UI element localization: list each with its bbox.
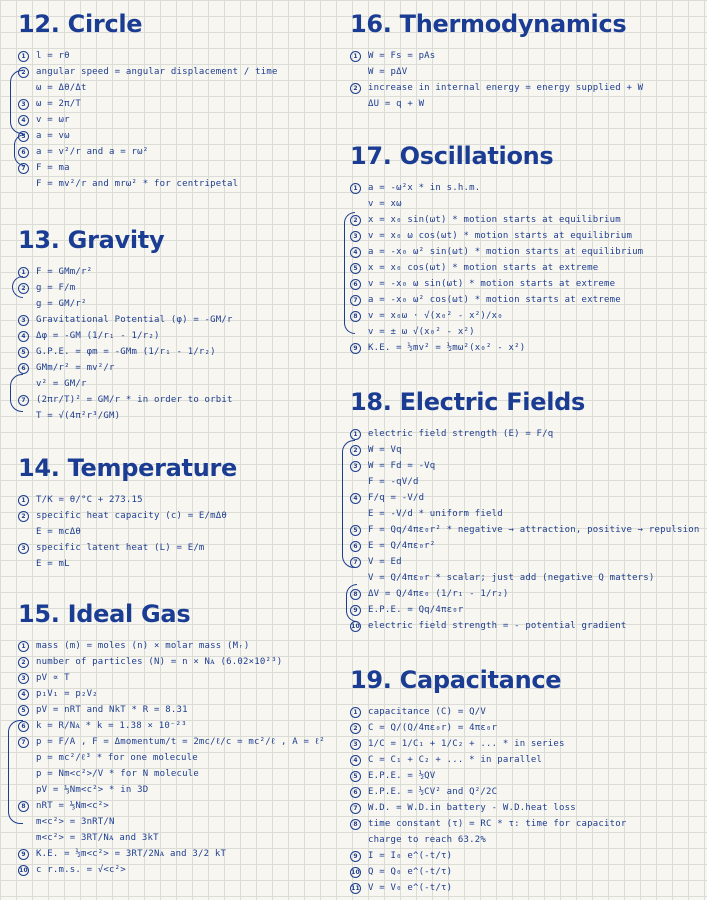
- derivation-arrow: [14, 134, 25, 166]
- formula-text: v = -x₀ ω sin(ωt) * motion starts at extreme: [368, 279, 616, 289]
- formula-line: [350, 704, 626, 720]
- formula-line: [18, 686, 325, 702]
- item-number-badge: 11: [351, 885, 360, 892]
- item-number-badge: 2: [350, 723, 361, 734]
- item-number-badge: 3: [18, 315, 29, 326]
- item-number-badge: 2: [18, 657, 29, 668]
- formula-text: g = GM/r²: [36, 299, 87, 309]
- item-number-badge: 9: [350, 851, 361, 862]
- formula-line: [18, 508, 237, 524]
- formula-line: [350, 586, 700, 602]
- formula-text: p₁V₁ = p₂V₂: [36, 689, 98, 699]
- formula-line: [350, 324, 643, 340]
- item-number-badge: 7: [18, 163, 29, 174]
- formula-line: [18, 344, 233, 360]
- formula-text: 1/C = 1/C₁ + 1/C₂ + ... * in series: [368, 739, 565, 749]
- formula-text: pV = ⅓Nm<c²> * in 3D: [36, 785, 149, 795]
- item-number-badge: 2: [18, 511, 29, 522]
- section-capacitance: [350, 666, 626, 896]
- formula-line: [350, 768, 626, 784]
- item-number-badge: 8: [350, 311, 361, 322]
- formula-line: [18, 654, 325, 670]
- formula-text: angular speed = angular displacement / time: [36, 67, 278, 77]
- item-number-badge: 3: [350, 231, 361, 242]
- formula-text: C = Q/(Q/4πε₀r) = 4πε₀r: [368, 723, 498, 733]
- formula-text: E.P.E. = Qq/4πε₀r: [368, 605, 464, 615]
- item-number-badge: 9: [350, 343, 361, 354]
- formula-line: [18, 766, 325, 782]
- formula-text: K.E. = ½mv² = ½mω²(x₀² - x²): [368, 343, 526, 353]
- formula-line: [350, 570, 700, 586]
- item-number-badge: 1: [18, 267, 29, 278]
- derivation-arrow: [346, 584, 357, 622]
- item-number-badge: 5: [18, 131, 29, 142]
- formula-list: [350, 48, 643, 112]
- formula-line: [18, 160, 278, 176]
- item-number-badge: 8: [18, 801, 29, 812]
- formula-line: [18, 376, 233, 392]
- formula-line: [18, 144, 278, 160]
- formula-line: [350, 276, 643, 292]
- item-number-badge: 2: [350, 445, 361, 456]
- formula-line: [350, 308, 643, 324]
- formula-text: V = V₀ e^(-t/τ): [368, 883, 453, 893]
- formula-text: E.P.E. = ½QV: [368, 771, 436, 781]
- formula-line: [18, 80, 278, 96]
- item-number-badge: 9: [18, 849, 29, 860]
- item-number-badge: 4: [350, 247, 361, 258]
- formula-line: [18, 64, 278, 80]
- item-number-badge: 5: [18, 705, 29, 716]
- formula-text: I = I₀ e^(-t/τ): [368, 851, 453, 861]
- item-number-badge: 2: [350, 83, 361, 94]
- formula-line: [350, 752, 626, 768]
- formula-text: p = F/A , F = Δmomentum/t = 2mc/ℓ/c = mc²/ℓ , A = ℓ²: [36, 737, 325, 747]
- formula-line: [18, 492, 237, 508]
- item-number-badge: 3: [18, 673, 29, 684]
- formula-text: G.P.E. = φm = -GMm (1/r₁ - 1/r₂): [36, 347, 216, 357]
- formula-text: C = C₁ + C₂ + ... * in parallel: [368, 755, 543, 765]
- formula-text: a = -x₀ ω² sin(ωt) * motion starts at equilibrium: [368, 247, 644, 257]
- formula-text: T = √(4π²r³/GM): [36, 411, 121, 421]
- item-number-badge: 4: [18, 689, 29, 700]
- formula-line: [350, 602, 700, 618]
- formula-text: number of particles (N) = n × Nᴀ (6.02×10²³): [36, 657, 283, 667]
- formula-text: capacitance (C) = Q/V: [368, 707, 486, 717]
- formula-line: [350, 180, 643, 196]
- item-number-badge: 3: [18, 543, 29, 554]
- derivation-arrow: [12, 276, 23, 298]
- formula-line: [350, 474, 700, 490]
- formula-text: c r.m.s. = √<c²>: [36, 865, 126, 875]
- section-oscillations: [350, 142, 643, 356]
- formula-line: [350, 784, 626, 800]
- formula-text: p = mc²/ℓ³ * for one molecule: [36, 753, 198, 763]
- formula-line: [18, 798, 325, 814]
- derivation-arrow: [344, 212, 355, 334]
- formula-line: [350, 244, 643, 260]
- formula-text: a = vω: [36, 131, 70, 141]
- formula-text: F = mv²/r and mrω² * for centripetal: [36, 179, 239, 189]
- formula-text: V = Ed: [368, 557, 402, 567]
- item-number-badge: 5: [350, 263, 361, 274]
- item-number-badge: 7: [350, 295, 361, 306]
- formula-line: [18, 814, 325, 830]
- formula-list: [350, 426, 700, 634]
- section-gravity: [18, 226, 233, 424]
- formula-text: E = mL: [36, 559, 70, 569]
- formula-text: F = Qq/4πε₀r² * negative → attraction, positive → repulsion: [368, 525, 700, 535]
- item-number-badge: 1: [18, 495, 29, 506]
- item-number-badge: 7: [350, 803, 361, 814]
- formula-line: [18, 702, 325, 718]
- formula-line: [18, 112, 278, 128]
- section-ideal-gas: [18, 600, 325, 878]
- item-number-badge: 2: [350, 215, 361, 226]
- formula-line: [350, 816, 626, 832]
- formula-text: E = -V/d * uniform field: [368, 509, 503, 519]
- section-title: 15. Ideal Gas: [18, 600, 191, 628]
- formula-text: W.D. = W.D.in battery - W.D.heat loss: [368, 803, 576, 813]
- formula-text: charge to reach 63.2%: [368, 835, 486, 845]
- formula-line: [350, 522, 700, 538]
- item-number-badge: 1: [18, 51, 29, 62]
- formula-text: p = Nm<c²>/V * for N molecule: [36, 769, 199, 779]
- formula-line: [350, 96, 643, 112]
- item-number-badge: 3: [350, 739, 361, 750]
- formula-line: [18, 264, 233, 280]
- section-title: 18. Electric Fields: [350, 388, 586, 416]
- formula-line: [18, 524, 237, 540]
- formula-text: W = pΔV: [368, 67, 408, 77]
- formula-text: Gravitational Potential (φ) = -GM/r: [36, 315, 233, 325]
- formula-line: [18, 296, 233, 312]
- formula-line: [18, 128, 278, 144]
- formula-line: [350, 442, 700, 458]
- formula-text: specific heat capacity (c) = E/mΔθ: [36, 511, 228, 521]
- formula-text: m<c²> = 3RT/Nᴀ and 3kT: [36, 833, 159, 843]
- formula-line: [350, 80, 643, 96]
- item-number-badge: 7: [18, 395, 29, 406]
- item-number-badge: 1: [350, 51, 361, 62]
- formula-text: increase in internal energy = energy supplied + W: [368, 83, 644, 93]
- formula-line: [18, 280, 233, 296]
- formula-list: [18, 492, 237, 572]
- formula-line: [350, 864, 626, 880]
- formula-line: [350, 800, 626, 816]
- formula-line: [18, 556, 237, 572]
- formula-text: time constant (τ) = RC * τ: time for capacitor: [368, 819, 627, 829]
- formula-text: Q = Q₀ e^(-t/τ): [368, 867, 453, 877]
- formula-text: electric field strength (E) = F/q: [368, 429, 554, 439]
- formula-text: T/K = θ/°C + 273.15: [36, 495, 143, 505]
- formula-line: [350, 832, 626, 848]
- item-number-badge: 10: [19, 867, 28, 874]
- item-number-badge: 3: [350, 461, 361, 472]
- formula-list: [18, 48, 278, 192]
- derivation-arrow: [10, 70, 23, 134]
- formula-text: ω = Δθ/Δt: [36, 83, 87, 93]
- formula-line: [18, 638, 325, 654]
- formula-text: ΔV = Q/4πε₀ (1/r₁ - 1/r₂): [368, 589, 509, 599]
- formula-text: a = v²/r and a = rω²: [36, 147, 149, 157]
- formula-text: m<c²> = 3nRT/N: [36, 817, 115, 827]
- formula-text: F/q = -V/d: [368, 493, 425, 503]
- formula-text: Δφ = -GM (1/r₁ - 1/r₂): [36, 331, 160, 341]
- formula-line: [18, 48, 278, 64]
- formula-line: [18, 408, 233, 424]
- formula-line: [350, 538, 700, 554]
- formula-text: x = x₀ sin(ωt) * motion starts at equilibrium: [368, 215, 621, 225]
- item-number-badge: 6: [350, 279, 361, 290]
- formula-text: nRT = ⅓Nm<c²>: [36, 801, 110, 811]
- formula-line: [18, 176, 278, 192]
- item-number-badge: 2: [18, 67, 29, 78]
- item-number-badge: 4: [350, 493, 361, 504]
- formula-line: [18, 392, 233, 408]
- formula-line: [350, 64, 643, 80]
- formula-text: F = ma: [36, 163, 70, 173]
- item-number-badge: 6: [18, 721, 29, 732]
- item-number-badge: 4: [18, 331, 29, 342]
- formula-line: [18, 312, 233, 328]
- formula-line: [350, 490, 700, 506]
- formula-text: F = -qV/d: [368, 477, 419, 487]
- formula-line: [18, 540, 237, 556]
- section-thermodynamics: [350, 10, 643, 112]
- item-number-badge: 8: [350, 589, 361, 600]
- formula-line: [350, 196, 643, 212]
- formula-line: [18, 782, 325, 798]
- item-number-badge: 6: [18, 363, 29, 374]
- item-number-badge: 10: [351, 623, 360, 630]
- formula-line: [18, 96, 278, 112]
- formula-line: [350, 48, 643, 64]
- section-title: 14. Temperature: [18, 454, 238, 482]
- formula-line: [350, 848, 626, 864]
- formula-text: ω = 2π/T: [36, 99, 81, 109]
- item-number-badge: 3: [18, 99, 29, 110]
- item-number-badge: 10: [351, 869, 360, 876]
- formula-text: (2πr/T)² = GM/r * in order to orbit: [36, 395, 233, 405]
- formula-text: electric field strength = - potential gradient: [368, 621, 627, 631]
- formula-line: [350, 880, 626, 896]
- formula-line: [350, 212, 643, 228]
- formula-line: [350, 554, 700, 570]
- formula-text: pV ∝ T: [36, 673, 70, 683]
- section-title: 17. Oscillations: [350, 142, 554, 170]
- formula-line: [350, 340, 643, 356]
- formula-text: k = R/Nᴀ * k = 1.38 × 10⁻²³: [36, 721, 187, 731]
- item-number-badge: 4: [350, 755, 361, 766]
- section-title: 12. Circle: [18, 10, 143, 38]
- item-number-badge: 7: [18, 737, 29, 748]
- formula-line: [18, 830, 325, 846]
- formula-line: [350, 720, 626, 736]
- formula-text: v = ωr: [36, 115, 70, 125]
- formula-line: [350, 506, 700, 522]
- formula-text: a = -ω²x * in s.h.m.: [368, 183, 481, 193]
- formula-line: [18, 734, 325, 750]
- section-circle: [18, 10, 278, 192]
- formula-list: [350, 180, 643, 356]
- formula-text: GMm/r² = mv²/r: [36, 363, 115, 373]
- formula-text: W = Vq: [368, 445, 402, 455]
- formula-line: [18, 862, 325, 878]
- derivation-arrow: [10, 374, 23, 412]
- formula-line: [18, 846, 325, 862]
- section-title: 19. Capacitance: [350, 666, 562, 694]
- item-number-badge: 8: [350, 819, 361, 830]
- item-number-badge: 5: [350, 525, 361, 536]
- formula-text: v = x₀ ω cos(ωt) * motion starts at equilibrium: [368, 231, 633, 241]
- derivation-arrow: [342, 440, 355, 568]
- formula-text: F = GMm/r²: [36, 267, 93, 277]
- formula-text: K.E. = ½m<c²> = 3RT/2Nᴀ and 3/2 kT: [36, 849, 227, 859]
- formula-text: W = Fs = pAs: [368, 51, 436, 61]
- derivation-arrow: [8, 720, 23, 824]
- formula-list: [350, 704, 626, 896]
- formula-line: [18, 718, 325, 734]
- item-number-badge: 1: [350, 183, 361, 194]
- formula-line: [350, 736, 626, 752]
- formula-line: [350, 426, 700, 442]
- formula-line: [350, 292, 643, 308]
- formula-text: mass (m) = moles (n) × molar mass (Mᵣ): [36, 641, 250, 651]
- formula-text: g = F/m: [36, 283, 76, 293]
- item-number-badge: 5: [18, 347, 29, 358]
- formula-text: l = rθ: [36, 51, 70, 61]
- item-number-badge: 5: [350, 771, 361, 782]
- section-electric-fields: [350, 388, 700, 634]
- formula-line: [350, 260, 643, 276]
- formula-text: W = Fd = -Vq: [368, 461, 436, 471]
- formula-line: [18, 360, 233, 376]
- section-temperature: [18, 454, 237, 572]
- formula-line: [350, 618, 700, 634]
- formula-text: v² = GM/r: [36, 379, 87, 389]
- item-number-badge: 7: [350, 557, 361, 568]
- formula-text: E = Q/4πε₀r²: [368, 541, 436, 551]
- formula-list: [18, 264, 233, 424]
- item-number-badge: 9: [350, 605, 361, 616]
- item-number-badge: 6: [350, 541, 361, 552]
- item-number-badge: 1: [350, 429, 361, 440]
- formula-list: [18, 638, 325, 878]
- formula-text: v = xω: [368, 199, 402, 209]
- formula-text: pV = nRT and NkT * R = 8.31: [36, 705, 188, 715]
- section-title: 13. Gravity: [18, 226, 165, 254]
- formula-line: [350, 228, 643, 244]
- formula-text: V = Q/4πε₀r * scalar; just add (negative Q matters): [368, 573, 655, 583]
- item-number-badge: 6: [350, 787, 361, 798]
- formula-text: v = x₀ω · √(x₀² - x²)/x₀: [368, 311, 503, 321]
- formula-line: [18, 328, 233, 344]
- formula-line: [18, 670, 325, 686]
- formula-text: E = mcΔθ: [36, 527, 81, 537]
- formula-line: [350, 458, 700, 474]
- formula-text: x = x₀ cos(ωt) * motion starts at extreme: [368, 263, 599, 273]
- item-number-badge: 1: [18, 641, 29, 652]
- formula-text: E.P.E. = ½CV² and Q²/2C: [368, 787, 498, 797]
- formula-text: v = ± ω √(x₀² - x²): [368, 327, 475, 337]
- item-number-badge: 2: [18, 283, 29, 294]
- formula-text: a = -x₀ ω² cos(ωt) * motion starts at extreme: [368, 295, 621, 305]
- section-title: 16. Thermodynamics: [350, 10, 627, 38]
- item-number-badge: 1: [350, 707, 361, 718]
- item-number-badge: 6: [18, 147, 29, 158]
- formula-text: ΔU = q + W: [368, 99, 425, 109]
- formula-text: specific latent heat (L) = E/m: [36, 543, 205, 553]
- item-number-badge: 4: [18, 115, 29, 126]
- formula-line: [18, 750, 325, 766]
